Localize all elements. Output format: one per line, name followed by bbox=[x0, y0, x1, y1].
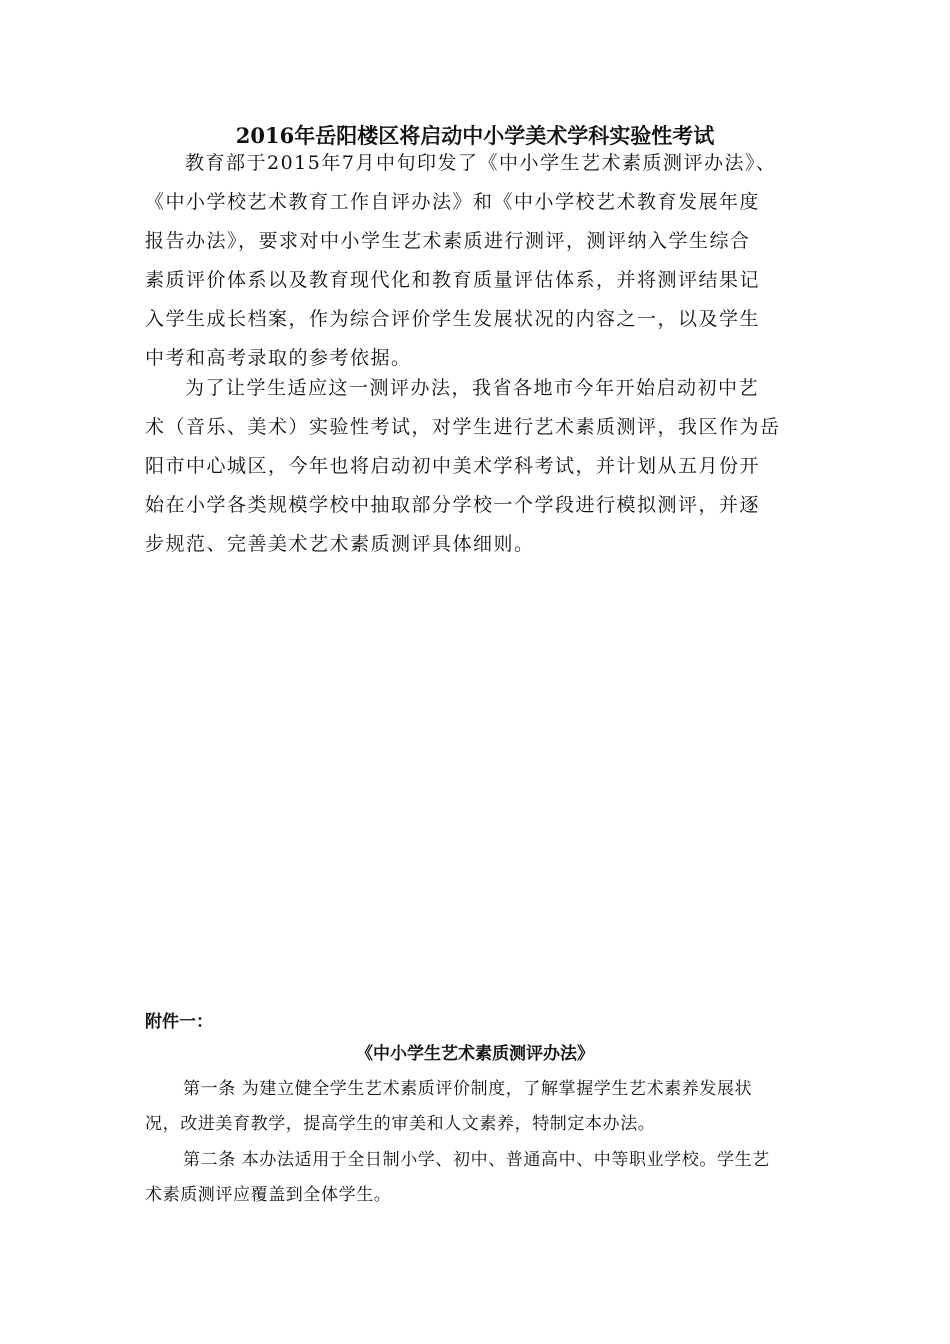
paragraph-line: 中考和高考录取的参考依据。 bbox=[145, 347, 412, 369]
attachment-title: 《中小学生艺术素质测评办法》 bbox=[356, 1044, 594, 1064]
attachment-label: 附件一： bbox=[145, 1012, 213, 1032]
article-line: 术素质测评应覆盖到全体学生。 bbox=[145, 1185, 392, 1205]
paragraph-line: 始在小学各类规模学校中抽取部分学校一个学段进行模拟测评，并逐 bbox=[145, 494, 761, 516]
article-line: 况，改进美育教学，提高学生的审美和人文素养，特制定本办法。 bbox=[145, 1114, 656, 1134]
second-paragraph bbox=[145, 369, 805, 564]
article-two bbox=[145, 1143, 805, 1213]
paragraph-line: 报告办法》，要求对中小学生艺术素质进行测评，测评纳入学生综合 bbox=[145, 230, 751, 252]
paragraph-line: 阳市中心城区，今年也将启动初中美术学科考试，并计划从五月份开 bbox=[145, 455, 761, 477]
article-line: 第二条 本办法适用于全日制小学、初中、普通高中、中等职业学校。学生艺 bbox=[183, 1150, 770, 1170]
paragraph-line: 教育部于2015年7月中旬印发了《中小学生艺术素质测评办法》、 bbox=[185, 152, 777, 174]
paragraph-line: 《中小学校艺术教育工作自评办法》和《中小学校艺术教育发展年度 bbox=[145, 191, 761, 213]
intro-paragraph bbox=[145, 144, 805, 378]
paragraph-line: 步规范、完善美术艺术素质测评具体细则。 bbox=[145, 533, 535, 555]
article-one bbox=[145, 1072, 805, 1142]
paragraph-line: 入学生成长档案，作为综合评价学生发展状况的内容之一，以及学生 bbox=[145, 308, 761, 330]
paragraph-line: 为了让学生适应这一测评办法，我省各地市今年开始启动初中艺 bbox=[185, 377, 760, 399]
article-line: 第一条 为建立健全学生艺术素质评价制度，了解掌握学生艺术素养发展状 bbox=[183, 1079, 753, 1099]
document-title: 2016年岳阳楼区将启动中小学美术学科实验性考试 bbox=[235, 123, 715, 148]
paragraph-line: 术（音乐、美术）实验性考试，对学生进行艺术素质测评，我区作为岳 bbox=[145, 416, 781, 438]
paragraph-line: 素质评价体系以及教育现代化和教育质量评估体系，并将测评结果记 bbox=[145, 269, 761, 291]
